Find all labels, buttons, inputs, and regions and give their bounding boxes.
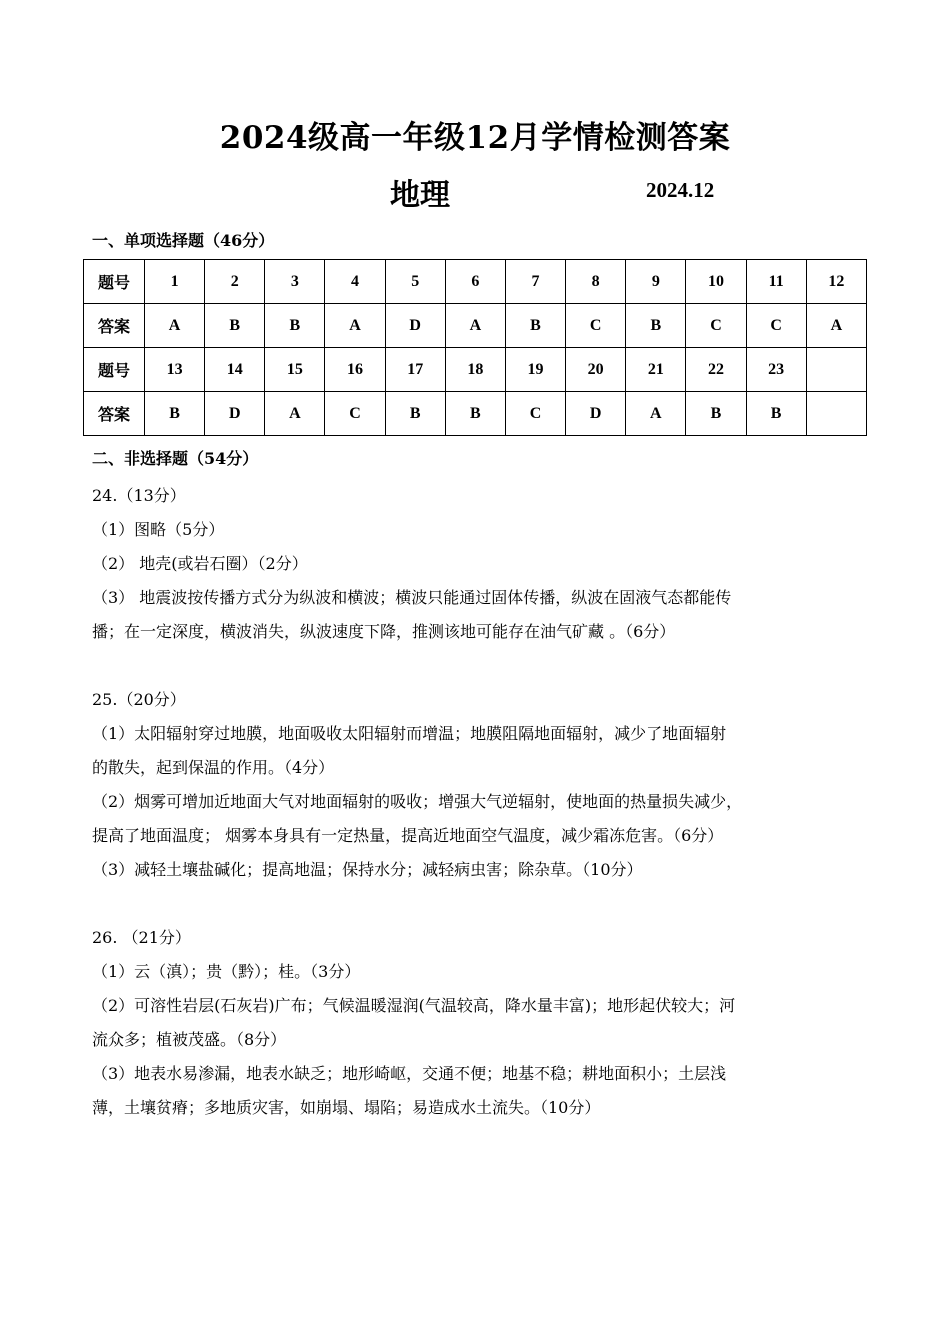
question-number-cell: 20 <box>566 348 626 392</box>
question-number-cell: 3 <box>265 260 325 304</box>
question-number-row <box>84 348 867 392</box>
question-number-cell: 19 <box>505 348 565 392</box>
answer-cell: C <box>505 392 565 436</box>
question-number-label: 题号 <box>84 260 145 304</box>
question-26-part3-cont: 薄，土壤贫瘠；多地质灾害，如崩塌、塌陷；易造成水土流失。（10分） <box>92 1098 601 1117</box>
question-25-header: 25.（20分） <box>92 690 186 709</box>
question-number-cell: 15 <box>265 348 325 392</box>
answer-row <box>84 392 867 436</box>
question-26-part1: （1）云（滇）；贵（黔）；桂。（3分） <box>92 962 361 981</box>
answer-cell: B <box>686 392 746 436</box>
question-25-part1-cont: 的散失，起到保温的作用。（4分） <box>92 758 335 777</box>
answer-cell: C <box>746 304 806 348</box>
answer-label: 答案 <box>84 392 145 436</box>
answer-cell: A <box>806 304 866 348</box>
question-number-cell: 7 <box>505 260 565 304</box>
answer-cell <box>806 392 866 436</box>
answer-cell: A <box>325 304 385 348</box>
question-24-header: 24.（13分） <box>92 486 186 505</box>
question-26 <box>92 921 860 1125</box>
question-25-part2: （2）烟雾可增加近地面大气对地面辐射的吸收；增强大气逆辐射，使地面的热量损失减少， <box>92 792 743 811</box>
question-26-part2: （2）可溶性岩层(石灰岩)广布；气候温暖湿润(气温较高，降水量丰富)；地形起伏较大；河 <box>92 996 736 1015</box>
question-26-part2-cont: 流众多；植被茂盛。（8分） <box>92 1030 287 1049</box>
answer-cell: A <box>445 304 505 348</box>
question-number-cell: 6 <box>445 260 505 304</box>
answer-cell: B <box>265 304 325 348</box>
question-26-part3: （3）地表水易渗漏，地表水缺乏；地形崎岖，交通不便；地基不稳；耕地面积小；土层浅 <box>92 1064 727 1083</box>
question-number-cell: 16 <box>325 348 385 392</box>
question-25-part1: （1）太阳辐射穿过地膜，地面吸收太阳辐射而增温；地膜阻隔地面辐射，减少了地面辐射 <box>92 724 727 743</box>
answer-cell: C <box>686 304 746 348</box>
subject-label: 地理 <box>390 178 450 213</box>
question-number-cell: 2 <box>205 260 265 304</box>
question-number-cell: 23 <box>746 348 806 392</box>
question-number-cell: 9 <box>626 260 686 304</box>
answer-cell: B <box>145 392 205 436</box>
question-24-part1: （1）图略（5分） <box>92 520 225 539</box>
answer-cell: B <box>626 304 686 348</box>
exam-date: 2024.12 <box>646 178 715 202</box>
answer-cell: B <box>746 392 806 436</box>
answer-table <box>83 259 867 436</box>
answer-cell: B <box>205 304 265 348</box>
answer-row <box>84 304 867 348</box>
answer-cell: B <box>445 392 505 436</box>
answer-cell: A <box>145 304 205 348</box>
question-number-cell: 17 <box>385 348 445 392</box>
question-24 <box>92 479 860 649</box>
question-24-part3-cont: 播；在一定深度，横波消失，纵波速度下降，推测该地可能存在油气矿藏 。（6分） <box>92 622 676 641</box>
answer-cell: B <box>505 304 565 348</box>
question-number-cell: 1 <box>145 260 205 304</box>
question-number-label: 题号 <box>84 348 145 392</box>
question-26-header: 26. （21分） <box>92 928 191 947</box>
question-number-cell: 12 <box>806 260 866 304</box>
answer-cell: D <box>385 304 445 348</box>
question-number-cell: 13 <box>145 348 205 392</box>
question-24-part3: （3） 地震波按传播方式分为纵波和横波；横波只能通过固体传播，纵波在固液气态都能传 <box>92 588 732 607</box>
question-number-cell: 8 <box>566 260 626 304</box>
answer-cell: C <box>566 304 626 348</box>
question-number-cell: 14 <box>205 348 265 392</box>
answer-cell: A <box>626 392 686 436</box>
answer-cell: D <box>566 392 626 436</box>
question-number-cell: 22 <box>686 348 746 392</box>
question-number-cell <box>806 348 866 392</box>
question-number-cell: 21 <box>626 348 686 392</box>
question-number-cell: 18 <box>445 348 505 392</box>
answer-cell: D <box>205 392 265 436</box>
section2-heading: 二、非选择题（54分） <box>92 449 259 468</box>
section1-heading: 一、单项选择题（46分） <box>92 231 275 250</box>
question-25-part2-cont: 提高了地面温度； 烟雾本身具有一定热量，提高近地面空气温度，减少霜冻危害。（6分） <box>92 826 724 845</box>
question-number-cell: 5 <box>385 260 445 304</box>
answer-cell: B <box>385 392 445 436</box>
answer-cell: A <box>265 392 325 436</box>
question-number-cell: 4 <box>325 260 385 304</box>
page-title: 2024级高一年级12月学情检测答案 <box>219 120 731 156</box>
question-number-cell: 11 <box>746 260 806 304</box>
question-number-row <box>84 260 867 304</box>
question-24-part2: （2） 地壳(或岩石圈）（2分） <box>92 554 308 573</box>
answer-cell: C <box>325 392 385 436</box>
question-number-cell: 10 <box>686 260 746 304</box>
question-25 <box>92 683 860 887</box>
question-25-part3: （3）减轻土壤盐碱化；提高地温；保持水分；减轻病虫害；除杂草。（10分） <box>92 860 643 879</box>
answer-label: 答案 <box>84 304 145 348</box>
